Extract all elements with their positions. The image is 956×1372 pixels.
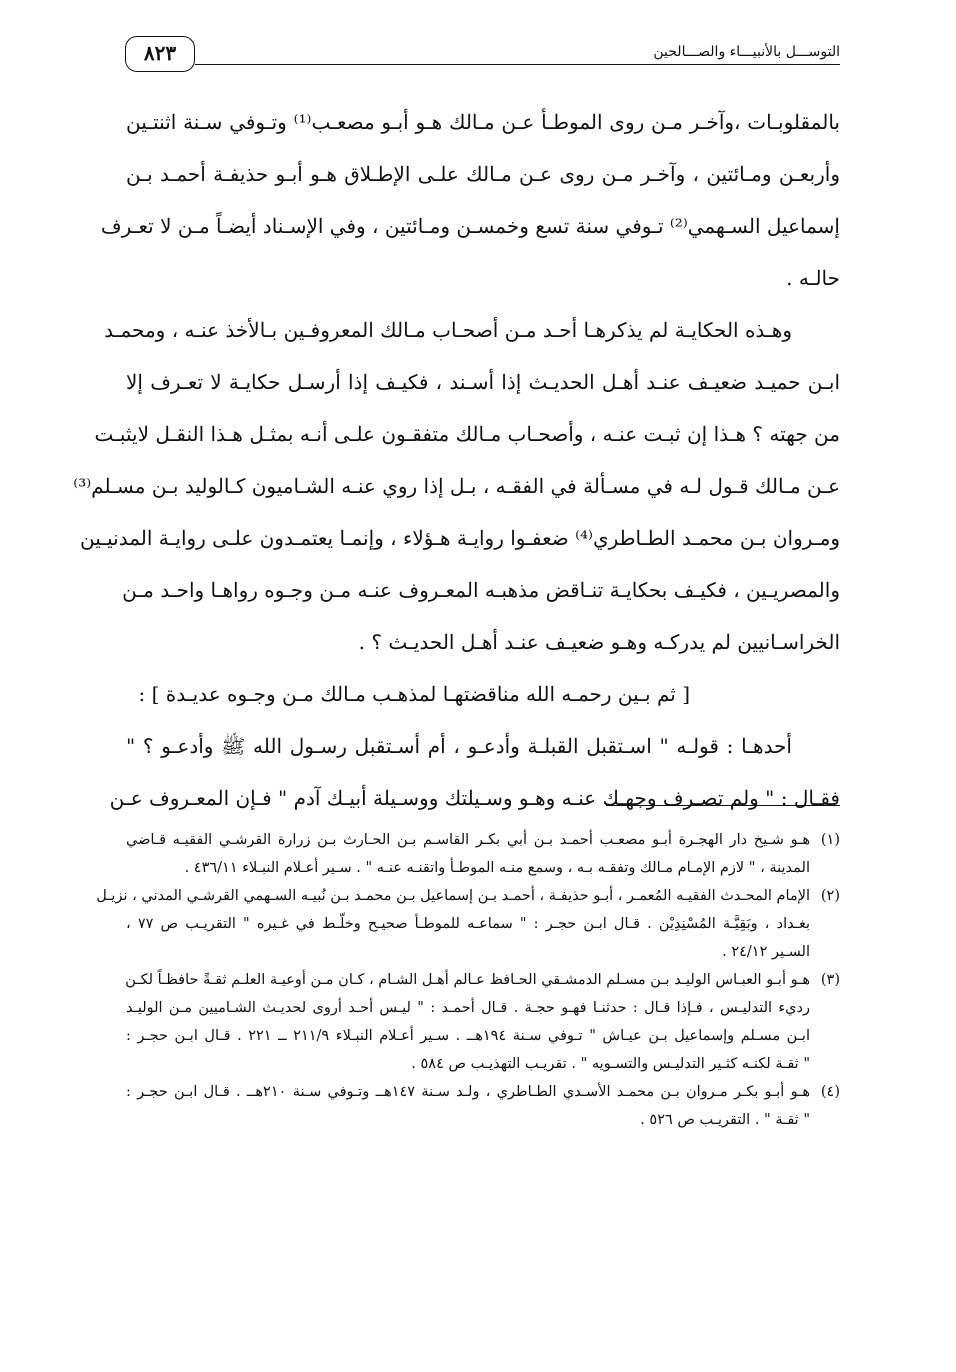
footnote-number: (١) bbox=[820, 832, 840, 848]
text-line: الخراسـانيين لم يدركـه وهـو ضعيـف عنـد أهـل الحديـث ؟ . bbox=[358, 630, 840, 654]
text-line: ابـن حميـد ضعيـف عنـد أهـل الحديـث إذا أسـند ، فكيـف إذا أرسـل حكايـة لا تعـرف إلا bbox=[126, 370, 840, 394]
text-line: ومـروان بـن محمـد الطـاطري⁽⁴⁾ ضعفـوا روايـة هـؤلاء ، وإنمـا يعتمـدون علـى روايـة المدنيـين bbox=[80, 526, 840, 550]
text-line: عـن مـالك قـول لـه في مسـألة في الفقـه ، بـل إذا روي عنـه الشـاميون كـالوليد بـن مسـلم⁽³⁾ bbox=[73, 474, 840, 498]
footnote-separator bbox=[606, 805, 840, 806]
footnote-text: الإمام المحـدث الفقيـه المُعمـر ، أبـو حذيفـة ، أحمـد بـن إسماعيل بـن محمـد بـن نُبيـه السـهمي القرشـي المدني ، نزيـل bbox=[96, 888, 810, 904]
text-line: أحدهـا : قولـه " اسـتقبل القبلـة وأدعـو ، أم أسـتقبل رسـول الله ﷺ وأدعـو ؟ " bbox=[126, 734, 792, 758]
footnote-text: " ثقـة لكنـه كثـير التدليـس والتسـويه " . تقريـب التهذيـب ص ٥٨٤ . bbox=[411, 1056, 810, 1072]
running-title: التوســـل بالأنبيـــاء والصـــالحين bbox=[647, 44, 840, 60]
footnote-text: ابـن مسـلم وإسماعيل بـن عيـاش " تـوفي سـنة ١٩٤هــ . سـير أعـلام النبـلاء ٢١١/٩ ــ ٢٢١ . قـال ابـن حجـر : bbox=[126, 1028, 810, 1044]
footnote-text: المدينة ، " لازم الإمـام مـالك وتفقـه بـه ، وسمع منـه الموطـأ واتقنـه عنـه " . سـير أعـلام النبـلاء ٤٣٦/١١ . bbox=[184, 860, 810, 876]
footnote-1 bbox=[126, 826, 840, 882]
footnotes bbox=[96, 826, 840, 1134]
text-line: وهـذه الحكايـة لم يذكرهـا أحـد مـن أصحـاب مـالك المعروفـين بـالأخذ عنـه ، ومحمـد bbox=[104, 318, 792, 342]
main-text bbox=[73, 96, 840, 824]
footnote-text: هـو أبـو بكـر مـروان بـن محمـد الأسـدي الطـاطري ، ولـد سـنة ١٤٧هــ وتـوفي سـنة ٢١٠هــ . قـال ابـن حجـر : bbox=[126, 1084, 810, 1100]
section-heading: [ ثم بـين رحمـه الله مناقضتهـا لمذهـب مـالك مـن وجـوه عديـدة ] : bbox=[138, 682, 690, 706]
footnote-number: (٣) bbox=[820, 972, 840, 988]
footnote-2 bbox=[96, 882, 840, 966]
text-line: فقـال : " ولم تصـرف وجهـك عنـه وهـو وسـيلتك ووسـيلة أبيـك آدم " فـإن المعـروف عـن bbox=[109, 786, 840, 810]
footnote-4 bbox=[126, 1078, 840, 1134]
footnote-text: بغـداد ، وبَقِيَّـة المُسْنِدِيْن . قـال ابـن حجـر : " سماعـه للموطـأ صحيـح وخلّـط في غـيره " التقريـب ص ٧٧ ، bbox=[126, 916, 810, 932]
footnote-3 bbox=[126, 966, 840, 1078]
footnote-text: رديء التدليـس ، فـإذا قـال : حدثنـا فهـو حجـة . قـال أحمـد : " ليـس أحـد أروى لحديـث الشـاميين مـن الوليـد bbox=[126, 1000, 810, 1016]
footnote-text: السـير ٢٤/١٢ . bbox=[722, 944, 810, 960]
footnote-number: (٢) bbox=[820, 888, 840, 904]
footnote-text: " ثقـة " . التقريـب ص ٥٢٦ . bbox=[640, 1112, 810, 1128]
text-line: من جهته ؟ هـذا إن ثبـت عنـه ، وأصحـاب مـالك متفقـون علـى أنـه بمثـل هـذا النقـل لايثبـت bbox=[94, 422, 840, 446]
text-line: حالـه . bbox=[786, 266, 840, 290]
page-number: ٨٢٣ bbox=[125, 36, 195, 72]
footnote-number: (٤) bbox=[820, 1084, 840, 1100]
text-line: وأربعـن ومـائتين ، وآخـر مـن روى عـن مـالك علـى الإطـلاق هـو أبـو حذيفـة أحمـد بـن bbox=[126, 162, 840, 186]
text-line: بالمقلوبـات ،وآخـر مـن روى الموطـأ عـن مـالك هـو أبـو مصعـب⁽¹⁾ وتـوفي سـنة اثنتـين bbox=[126, 110, 840, 134]
header-rule bbox=[195, 64, 840, 65]
footnote-text: هـو أبـو العبـاس الوليـد بـن مسـلم الدمشـقي الحـافظ عـالم أهـل الشـام ، كـان مـن أوعيـة العلـم ثقـةً حافظـاً لكـن bbox=[125, 972, 810, 988]
page-header bbox=[125, 30, 840, 74]
footnote-text: هـو شـيخ دار الهجـرة أبـو مصعـب أحمـد بـن أبي بكـر القاسـم بـن الحـارث بـن زرارة القرشـي الفقيـه قـاضي bbox=[126, 832, 810, 848]
text-line: إسماعيل السـهمي⁽²⁾ تـوفي سنة تسع وخمسـن ومـائتين ، وفي الإسـناد أيضـاً مـن لا تعـرف bbox=[100, 214, 840, 238]
text-line: والمصريـين ، فكيـف بحكايـة تنـاقض مذهبـه المعـروف عنـه مـن وجـوه رواهـا واحـد مـن bbox=[122, 578, 840, 602]
